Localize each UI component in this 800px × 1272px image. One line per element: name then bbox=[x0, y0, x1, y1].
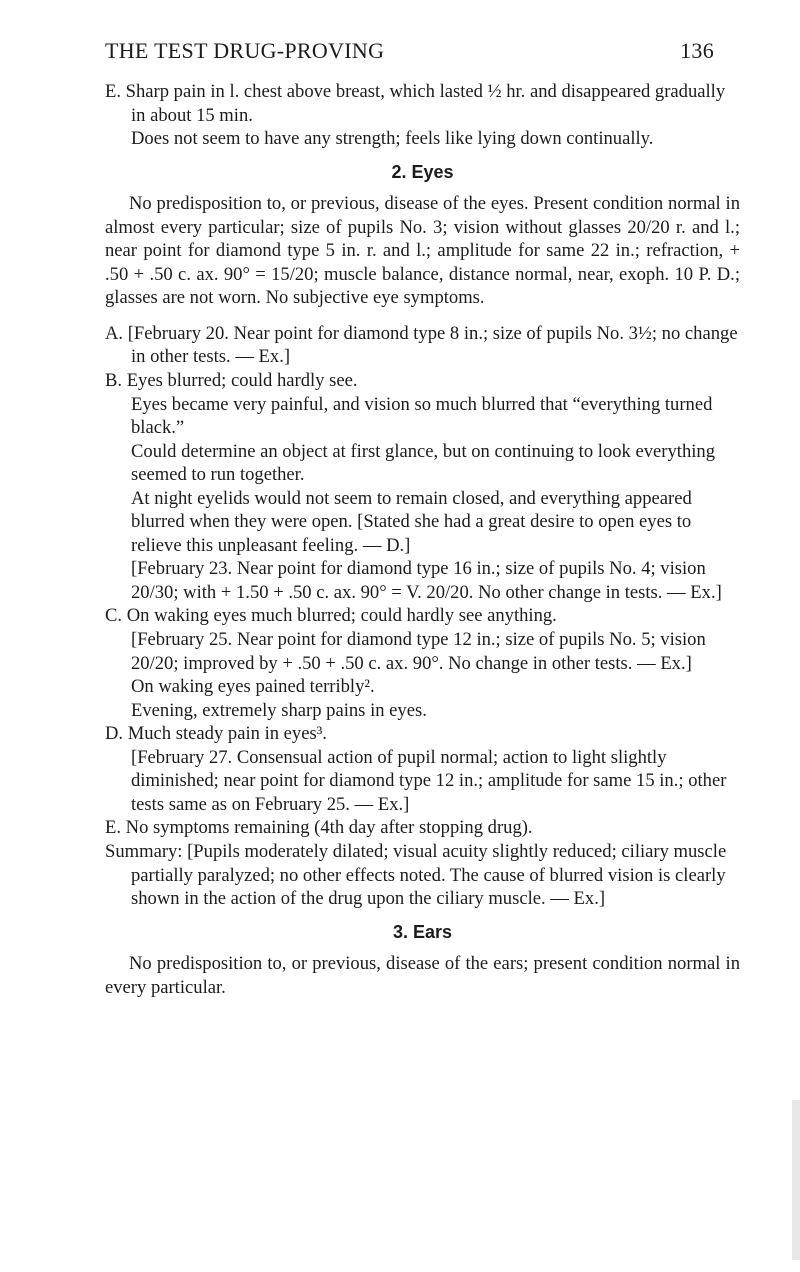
page-edge-shadow bbox=[792, 1100, 800, 1260]
page-header bbox=[105, 38, 714, 70]
eyes-note-feb23: [February 23. Near point for diamond type 16 in.; size of pupils No. 4; vision 20/30; with + 1.50 + .50 c. ax. 90° = V. 20/20. No other change in tests. — Ex.] bbox=[131, 558, 722, 603]
eyes-note-evening: Evening, extremely sharp pains in eyes. bbox=[131, 699, 427, 721]
eyes-symptom-d: D. Much steady pain in eyes³. bbox=[105, 723, 327, 745]
eyes-symptom-e: E. No symptoms remaining (4th day after stopping drug). bbox=[105, 817, 533, 839]
eyes-note-feb25: [February 25. Near point for diamond type 12 in.; size of pupils No. 5; vision 20/20; improved by + .50 + .50 c. ax. 90°. No change in other tests. — Ex.] bbox=[131, 629, 706, 674]
eyes-note-night: At night eyelids would not seem to remain closed, and everything appeared blurred when they were open. [Stated she had a great desire to open eyes to relieve this unpleasant feeling. — D.] bbox=[131, 487, 692, 556]
page-number: 136 bbox=[680, 38, 714, 63]
eyes-note-waking: On waking eyes pained terribly². bbox=[131, 676, 375, 698]
running-head: THE TEST DRUG-PROVING bbox=[105, 38, 385, 63]
eyes-symptom-b: B. Eyes blurred; could hardly see. bbox=[105, 370, 358, 392]
section-heading-eyes: 2. Eyes bbox=[391, 161, 454, 182]
eyes-note-feb27: [February 27. Consensual action of pupil normal; action to light slightly diminished; near point for diamond type 12 in.; amplitude for same 15 in.; other tests same as on February 25. — Ex.] bbox=[131, 746, 727, 815]
eyes-summary: Summary: [Pupils moderately dilated; visual acuity slightly reduced; ciliary muscle partially paralyzed; no other effects noted. The cause of blurred vision is clearly shown in the action of the drug upon the ciliary muscle. — Ex.] bbox=[105, 840, 727, 910]
eyes-note-painful: Eyes became very painful, and vision so much blurred that “everything turned black.” bbox=[131, 393, 713, 439]
eyes-intro-paragraph: No predisposition to, or previous, disease of the eyes. Present condition normal in almost every particular; size of pupils No. 3; vision without glasses 20/20 r. and l.; near point for diamond type 5 in. r. and l.; amplitude for same 22 in.; refraction, + .50 + .50 c. ax. 90° = 15/20; muscle balance, distance normal, near, exoph. 10 P. D.; glasses are not worn. No subjective eye symptoms. bbox=[105, 193, 740, 309]
ears-intro-paragraph: No predisposition to, or previous, disease of the ears; present condition normal in every particular. bbox=[105, 953, 740, 998]
eyes-note-object: Could determine an object at first glance, but on continuing to look everything seemed to run together. bbox=[131, 440, 716, 486]
section-heading-ears: 3. Ears bbox=[392, 921, 453, 942]
strength-paragraph: Does not seem to have any strength; feels like lying down continually. bbox=[131, 128, 654, 150]
body-text bbox=[105, 80, 740, 999]
eyes-symptom-c: C. On waking eyes much blurred; could hardly see anything. bbox=[105, 605, 557, 627]
symptom-e-paragraph: E. Sharp pain in l. chest above breast, which lasted ½ hr. and disappeared gradually in about 15 min. bbox=[105, 81, 726, 126]
eyes-symptom-a: A. [February 20. Near point for diamond type 8 in.; size of pupils No. 3½; no change in other tests. — Ex.] bbox=[105, 322, 738, 368]
